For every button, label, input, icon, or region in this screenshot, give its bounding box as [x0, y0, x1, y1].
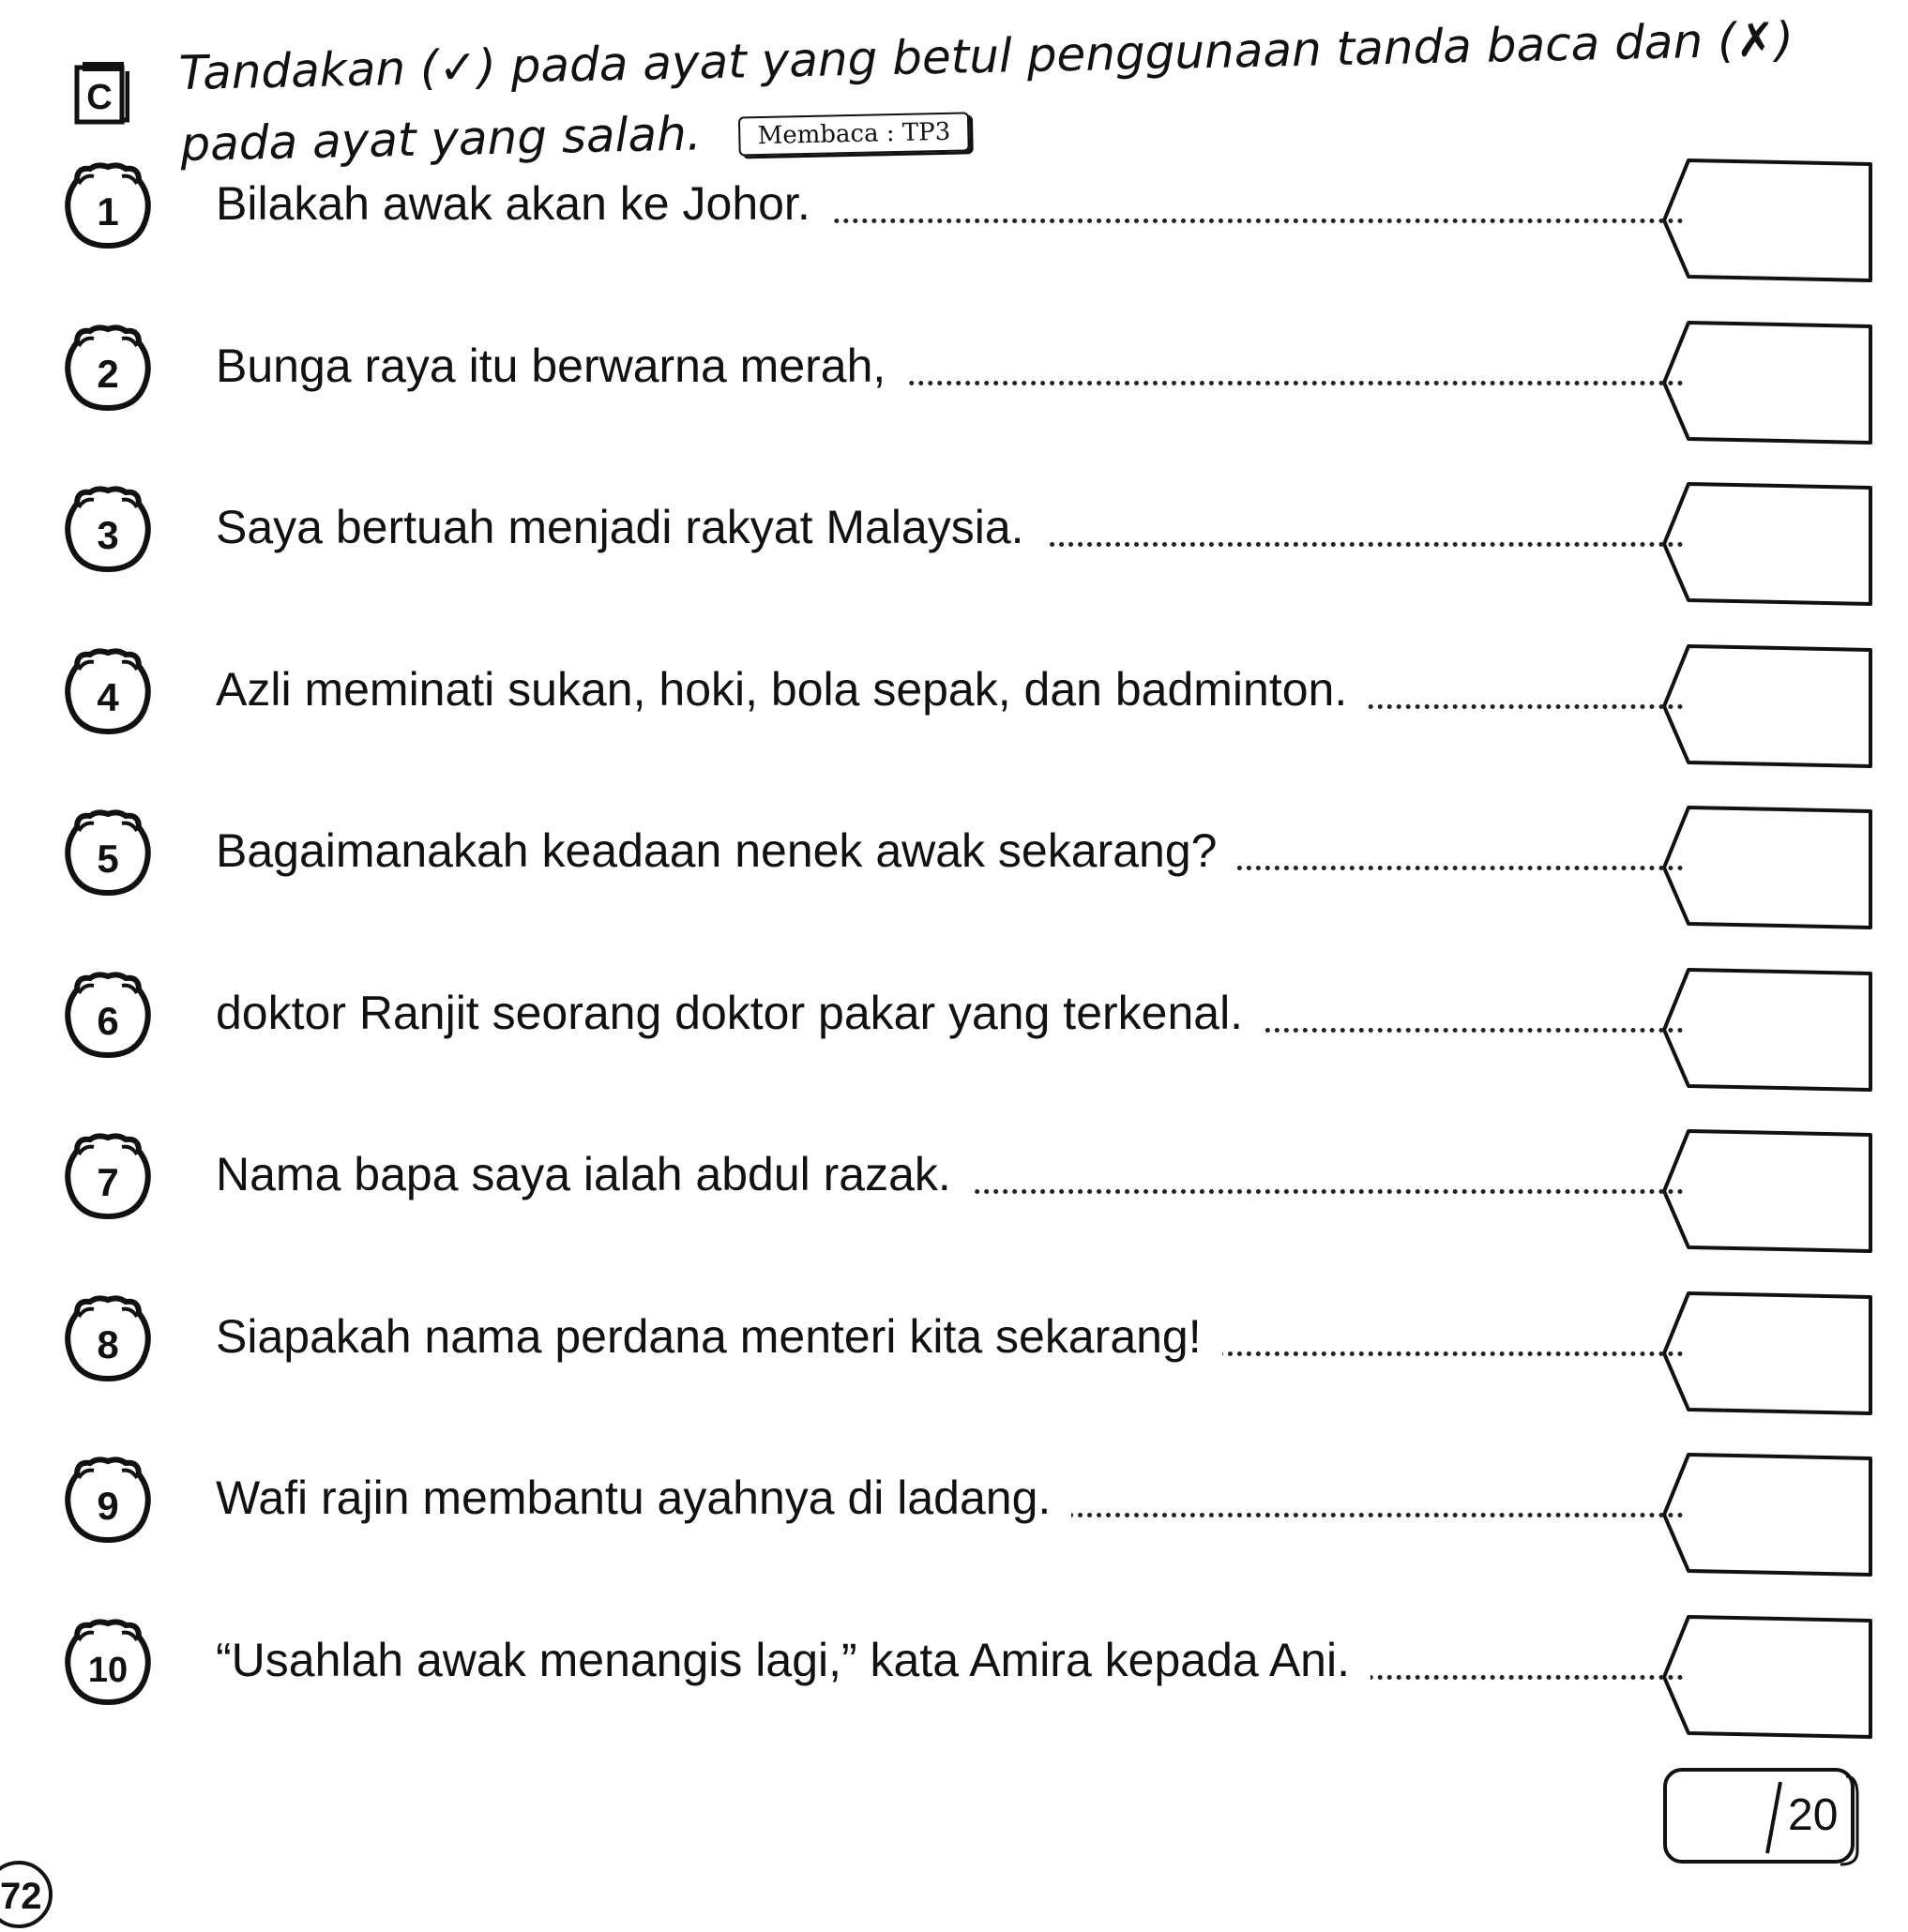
question-row [56, 964, 1876, 1077]
answer-box[interactable] [1660, 478, 1876, 610]
question-number: 2 [97, 351, 119, 396]
question-number-badge [56, 1454, 159, 1547]
question-text: doktor Ranjit seorang doktor pakar yang terkenal. [216, 985, 1264, 1041]
question-number-badge [56, 322, 159, 415]
section-c-icon [73, 62, 129, 128]
page-number: 72 [0, 1876, 42, 1917]
question-number-badge [56, 807, 159, 900]
skill-badge: Membaca : TP3 [738, 112, 969, 156]
question-row [56, 1288, 1876, 1400]
question-text: Wafi rajin membantu ayahnya di ladang. [216, 1470, 1071, 1526]
instruction-line-1: Tandakan (✓) pada ayat yang betul penggunaan tanda baca dan (✗) [178, 11, 1794, 100]
question-text: Saya bertuah menjadi rakyat Malaysia. [216, 499, 1045, 555]
question-number-badge [56, 1616, 159, 1710]
question-text: “Usahlah awak menangis lagi,” kata Amira kepada Ani. [216, 1632, 1370, 1688]
question-number: 4 [97, 674, 119, 719]
question-row [56, 478, 1876, 591]
question-row [56, 641, 1876, 753]
question-number: 6 [97, 998, 119, 1043]
question-number: 1 [97, 189, 119, 234]
section-letter: C [86, 78, 113, 117]
question-text: Azli meminati sukan, hoki, bola sepak, dan badminton. [216, 661, 1368, 717]
question-text: Bunga raya itu berwarna merah, [216, 338, 906, 394]
question-row [56, 1449, 1876, 1562]
question-number-badge [56, 645, 159, 739]
question-number: 9 [97, 1484, 119, 1528]
answer-box[interactable] [1660, 964, 1876, 1095]
question-number-badge [56, 969, 159, 1063]
answer-box[interactable] [1660, 802, 1876, 933]
question-text: Siapakah nama perdana menteri kita sekarang! [216, 1308, 1222, 1365]
question-row [56, 155, 1876, 267]
answer-box[interactable] [1660, 1449, 1876, 1580]
question-row [56, 317, 1876, 430]
answer-box[interactable] [1660, 1611, 1876, 1743]
question-text: Bagaimanakah keadaan nenek awak sekarang? [216, 823, 1237, 879]
question-number: 3 [97, 513, 119, 557]
answer-box[interactable] [1660, 641, 1876, 772]
answer-box[interactable] [1660, 1288, 1876, 1419]
instruction-text [178, 2, 1870, 180]
answer-box[interactable] [1660, 317, 1876, 448]
question-number-badge [56, 1292, 159, 1386]
question-number: 8 [97, 1321, 119, 1366]
question-number-badge [56, 483, 159, 577]
question-text: Nama bapa saya ialah abdul razak. [216, 1146, 972, 1202]
instruction-line-2: pada ayat yang salah. [179, 106, 703, 172]
answer-box[interactable] [1660, 1125, 1876, 1257]
question-row [56, 802, 1876, 914]
answer-box[interactable] [1660, 155, 1876, 286]
score-total: 20 [1788, 1790, 1839, 1840]
question-row [56, 1611, 1876, 1724]
question-text: Bilakah awak akan ke Johor. [216, 175, 831, 232]
question-number: 10 [87, 1650, 129, 1690]
question-number: 5 [97, 837, 119, 881]
question-number-badge [56, 1130, 159, 1224]
question-row [56, 1125, 1876, 1238]
question-number-badge [56, 159, 159, 253]
question-number: 7 [97, 1160, 119, 1204]
